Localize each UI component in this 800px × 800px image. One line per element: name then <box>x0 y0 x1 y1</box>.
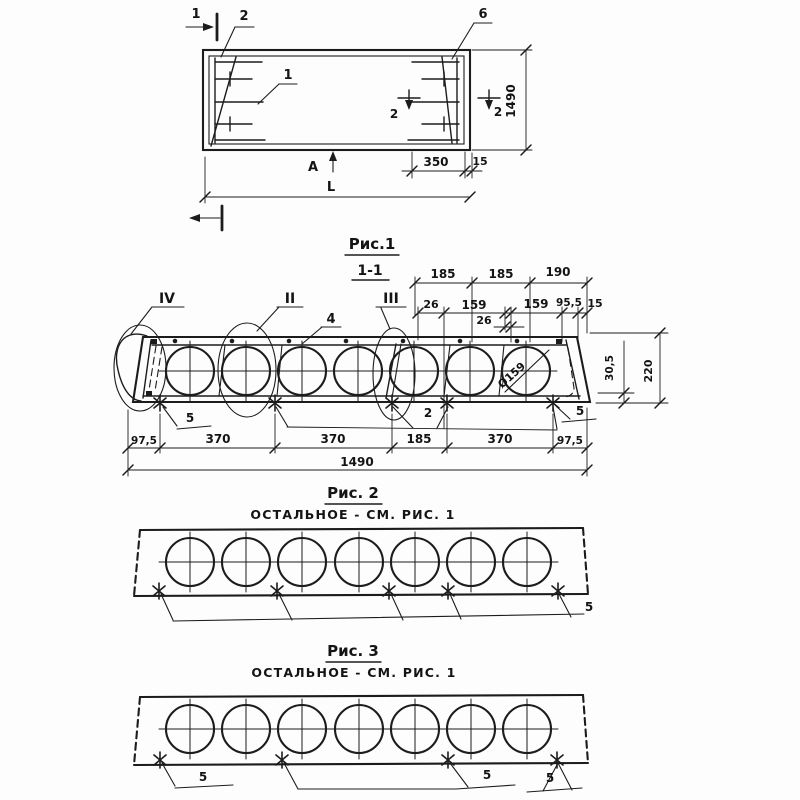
anchor-cross <box>442 583 454 599</box>
dim-97-5-right: 97,5 <box>557 435 583 447</box>
dim-190: 190 <box>545 265 571 279</box>
detail-II-label: II <box>284 291 296 307</box>
void-circle <box>384 532 446 592</box>
dim-220-label: 220 <box>642 359 655 383</box>
fig2-anchor-5-label: 5 <box>584 600 594 614</box>
anchor-5-left-label: 5 <box>185 411 195 425</box>
dim-159-b: 159 <box>523 297 549 311</box>
anchor-cross <box>276 752 288 768</box>
dim-26-a: 26 <box>423 298 439 311</box>
view-a-arrow <box>329 151 337 172</box>
void-circle <box>440 699 502 759</box>
fig1-section-label: 1-1 <box>357 263 383 279</box>
anchor-cross <box>552 583 564 599</box>
void-circle <box>159 341 221 401</box>
bar-4-label: 4 <box>326 312 336 327</box>
dim-97-5-left: 97,5 <box>131 435 157 447</box>
void-circle <box>271 532 333 592</box>
dim-185-a: 185 <box>430 267 456 281</box>
view-a-label: A <box>307 160 319 175</box>
dim-185-b: 185 <box>488 267 514 281</box>
fig1-section <box>114 255 668 476</box>
dim-370-c: 370 <box>487 432 513 446</box>
void-circle <box>439 341 501 401</box>
void-circle <box>496 699 558 759</box>
section-2-label-right: 2 <box>493 105 503 119</box>
fig2-note: ОСТАЛЬНОЕ - СМ. РИС. 1 <box>250 507 456 522</box>
section-2-mark-left <box>398 90 420 110</box>
fig3-title: Рис. 3 <box>327 642 379 660</box>
section-2-label-left: 2 <box>389 107 399 121</box>
fig2-title: Рис. 2 <box>327 484 379 502</box>
fig1-title: Рис.1 <box>348 235 396 253</box>
void-diameter-label: Ø159 <box>495 359 529 392</box>
dim-370-a: 370 <box>205 432 231 446</box>
void-circle <box>159 699 221 759</box>
void-circle <box>383 341 445 401</box>
dim-26-lower: 26 <box>476 314 492 327</box>
void-circle <box>384 699 446 759</box>
anchor-5-right-label: 5 <box>575 404 585 418</box>
anchor-cross <box>383 583 395 599</box>
anchor-2-label: 2 <box>423 406 433 420</box>
void-circle <box>440 532 502 592</box>
dim-159-a: 159 <box>461 298 487 312</box>
plan-dim-1490 <box>472 45 532 155</box>
void-circle <box>496 532 558 592</box>
fig1-right-dims <box>590 328 668 408</box>
fig3-anchor-5-c: 5 <box>545 771 555 785</box>
fig3-note: ОСТАЛЬНОЕ - СМ. РИС. 1 <box>251 665 457 680</box>
detail-ellipse-IV <box>114 325 166 411</box>
diagonal-left-label: 2 <box>239 9 249 24</box>
plan-dim-L-label: L <box>326 180 336 195</box>
void-circle <box>159 532 221 592</box>
anchor-cross <box>271 583 283 599</box>
plan-view <box>186 14 532 230</box>
void-circle <box>271 341 333 401</box>
detail-ellipse-III <box>373 328 415 420</box>
dim-15-top: 15 <box>587 297 603 310</box>
dim-185-bottom: 185 <box>406 432 432 446</box>
fig3-anchor-5-b: 5 <box>482 768 492 782</box>
void-circle <box>215 699 277 759</box>
void-circle <box>271 699 333 759</box>
diagonal-right-label: 6 <box>478 7 488 22</box>
mesh-bar-label: 1 <box>283 68 293 83</box>
detail-III-label: III <box>383 291 399 307</box>
detail-IV-label: IV <box>158 291 176 307</box>
plan-dim-15-label: 15 <box>472 155 488 168</box>
section-1-mark-bottom <box>189 206 222 230</box>
dim-30-5-label: 30,5 <box>604 355 616 381</box>
void-circle <box>327 341 389 401</box>
dim-370-b: 370 <box>320 432 346 446</box>
void-circle <box>328 699 390 759</box>
dim-1490-total: 1490 <box>340 455 374 469</box>
dim-95-5: 95,5 <box>556 297 582 309</box>
void-circle <box>328 532 390 592</box>
fig3-anchor-5-a: 5 <box>198 770 208 784</box>
plan-dim-350-label: 350 <box>423 155 449 169</box>
plan-dim-1490-label: 1490 <box>504 84 518 118</box>
section-mark-1-label: 1 <box>191 7 201 22</box>
void-circle <box>215 532 277 592</box>
